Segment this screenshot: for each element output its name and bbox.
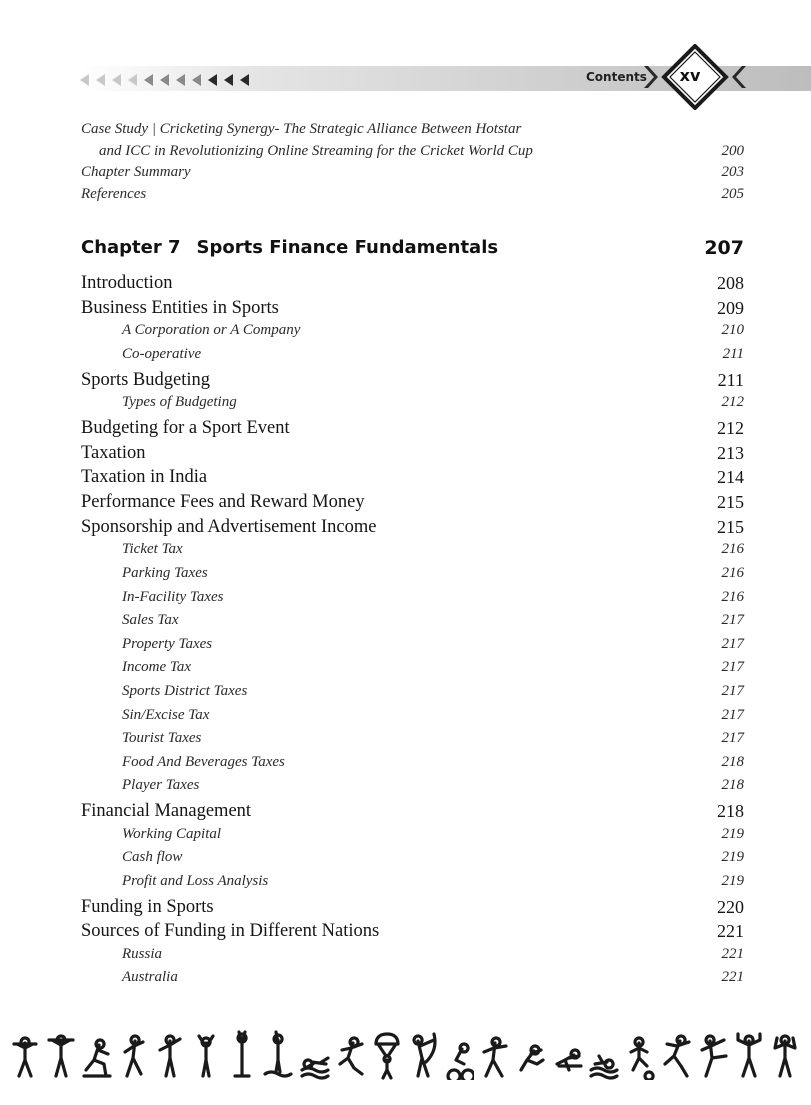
toc-entry-label: Co-operative (122, 346, 202, 362)
page-number: xv (679, 66, 701, 85)
cyclist-icon (444, 1030, 474, 1080)
archer-icon (408, 1030, 438, 1080)
toc-entry-page: 219 (721, 826, 744, 842)
toc-subsection-entry[interactable] (81, 538, 744, 561)
toc-entry-label: Food And Beverages Taxes (122, 754, 285, 770)
toc-entry-page: 220 (717, 897, 744, 917)
toc-entry-page: 217 (721, 707, 744, 723)
sports-pictogram-strip (10, 1024, 800, 1080)
toc-entry-page: 221 (717, 921, 744, 941)
toc-entry-label: Income Tax (122, 659, 192, 675)
toc-entry-page: 211 (717, 370, 744, 390)
chapter-page: 207 (704, 237, 744, 259)
chapter-heading[interactable] (81, 235, 744, 261)
footballer-icon (625, 1030, 655, 1080)
toc-entry-label: Parking Taxes (122, 565, 208, 581)
toc-entry-label: Working Capital (122, 826, 222, 842)
toc-entry-label: Sources of Funding in Different Nations (81, 921, 380, 941)
toc-entry-label: Profit and Loss Analysis (122, 873, 269, 889)
rower-icon (82, 1030, 112, 1080)
toc-entry-case-study-continued[interactable] (81, 140, 744, 162)
toc-entry-page: 208 (717, 273, 744, 293)
left-arrow-icon (160, 74, 169, 86)
toc-entry-page: 217 (721, 636, 744, 652)
toc-entry-label: Taxation (81, 443, 146, 463)
boxer-icon (480, 1030, 510, 1080)
toc-entry-label: References (81, 186, 147, 202)
toc-entry-label: Financial Management (81, 801, 252, 821)
toc-subsection-entry[interactable] (81, 823, 744, 846)
toc-entry-page: 219 (721, 849, 744, 865)
left-arrow-icon (80, 74, 89, 86)
left-arrow-icon (144, 74, 153, 86)
toc-entry-label: Budgeting for a Sport Event (81, 418, 290, 438)
toc-entry-label: Player Taxes (122, 777, 200, 793)
dancer-icon (191, 1030, 221, 1080)
toc-entry-page: 216 (721, 589, 744, 605)
toc-section-entry[interactable] (81, 368, 744, 393)
toc-subsection-entry[interactable] (81, 391, 744, 414)
toc-entry-page: 212 (721, 394, 744, 410)
toc-entry-label: Types of Budgeting (122, 394, 237, 410)
chapter-number: Chapter 7 (81, 237, 181, 258)
toc-entry-page: 221 (721, 969, 744, 985)
toc-entry-label: and ICC in Revolutionizing Online Streaming for the Cricket World Cup (99, 143, 533, 159)
toc-entry-page: 215 (717, 492, 744, 512)
toc-section-entry[interactable] (81, 441, 744, 466)
toc-section-entry[interactable] (81, 895, 744, 920)
toc-subsection-entry[interactable] (81, 774, 744, 797)
toc-entry-case-study[interactable] (81, 118, 744, 140)
weightlifter-icon (10, 1030, 40, 1080)
toc-section-entry[interactable] (81, 799, 744, 824)
toc-entry-label: Sponsorship and Advertisement Income (81, 517, 377, 537)
toc-entry-label: Introduction (81, 273, 173, 293)
toc-entry-label: Ticket Tax (122, 541, 183, 557)
toc-subsection-entry[interactable] (81, 751, 744, 774)
toc-entry-page: 200 (721, 143, 744, 159)
parachutist-icon (372, 1030, 402, 1080)
toc-subsection-entry[interactable] (81, 966, 744, 989)
weightlifter-icon (46, 1030, 76, 1080)
gymnast-icon (227, 1030, 257, 1080)
hurdler-icon (553, 1030, 583, 1080)
toc-entry-page: 217 (721, 612, 744, 628)
toc-section-entry[interactable] (81, 416, 744, 441)
runner-icon (119, 1030, 149, 1080)
dancer-icon (155, 1030, 185, 1080)
toc-entry-page: 209 (717, 298, 744, 318)
toc-subsection-entry[interactable] (81, 727, 744, 750)
toc-entry-label: Cash flow (122, 849, 183, 865)
toc-subsection-entry[interactable] (81, 680, 744, 703)
toc-entry-page: 218 (721, 754, 744, 770)
left-arrow-icon (176, 74, 185, 86)
left-arrow-icon (224, 74, 233, 86)
swimmer-icon (589, 1030, 619, 1080)
chapter-title: Sports Finance Fundamentals (196, 237, 499, 258)
toc-subsection-entry[interactable] (81, 319, 744, 342)
toc-entry-references[interactable] (81, 183, 744, 205)
left-arrow-icon (96, 74, 105, 86)
toc-section-entry[interactable] (81, 919, 744, 944)
toc-subsection-entry[interactable] (81, 562, 744, 585)
toc-subsection-entry[interactable] (81, 633, 744, 656)
chapter-heading-text (81, 235, 498, 261)
bodybuilder-icon (770, 1030, 800, 1080)
toc-subsection-entry[interactable] (81, 704, 744, 727)
toc-entry-page: 218 (717, 801, 744, 821)
toc-section-entry[interactable] (81, 465, 744, 490)
toc-entry-page: 218 (721, 777, 744, 793)
toc-subsection-entry[interactable] (81, 846, 744, 869)
toc-entry-chapter-summary[interactable] (81, 161, 744, 183)
toc-section-entry[interactable] (81, 296, 744, 321)
left-arrow-icon (240, 74, 249, 86)
running-head: Contents (586, 70, 647, 84)
toc-entry-label: Case Study | Cricketing Synergy- The Strategic Alliance Between Hotstar (81, 121, 522, 137)
toc-entry-page: 203 (721, 164, 744, 180)
toc-section-entry[interactable] (81, 271, 744, 296)
toc-subsection-entry[interactable] (81, 943, 744, 966)
toc-entry-page: 215 (717, 517, 744, 537)
toc-entry-label: Tourist Taxes (122, 730, 202, 746)
header-arrow-strip (80, 73, 254, 87)
wrestler-icon (734, 1030, 764, 1080)
toc-entry-page: 205 (721, 186, 744, 202)
toc-subsection-entry[interactable] (81, 656, 744, 679)
toc-entry-label: Sales Tax (122, 612, 179, 628)
left-arrow-icon (128, 74, 137, 86)
left-arrow-icon (192, 74, 201, 86)
left-arrow-icon (208, 74, 217, 86)
toc-entry-page: 211 (722, 346, 744, 362)
toc-entry-label: Sports Budgeting (81, 370, 210, 390)
toc-entry-page: 217 (721, 659, 744, 675)
toc-section-entry[interactable] (81, 490, 744, 515)
toc-entry-label: Performance Fees and Reward Money (81, 492, 365, 512)
skater-icon (517, 1030, 547, 1080)
toc-entry-page: 219 (721, 873, 744, 889)
sprinter-icon (336, 1030, 366, 1080)
swimmer-icon (300, 1030, 330, 1080)
toc-entry-page: 216 (721, 565, 744, 581)
toc-subsection-entry[interactable] (81, 343, 744, 366)
sprinter-icon (661, 1030, 691, 1080)
toc-entry-label: In-Facility Taxes (122, 589, 224, 605)
toc-subsection-entry[interactable] (81, 586, 744, 609)
toc-entry-page: 214 (717, 467, 744, 487)
toc-entry-page: 210 (721, 322, 744, 338)
toc-entry-page: 217 (721, 730, 744, 746)
toc-entry-label: Funding in Sports (81, 897, 214, 917)
toc-entry-label: A Corporation or A Company (122, 322, 301, 338)
diver-icon (263, 1030, 293, 1080)
toc-entry-label: Business Entities in Sports (81, 298, 279, 318)
left-arrow-icon (112, 74, 121, 86)
toc-entry-label: Australia (122, 969, 178, 985)
toc-entry-page: 212 (717, 418, 744, 438)
toc-entry-label: Property Taxes (122, 636, 213, 652)
toc-entry-label: Chapter Summary (81, 164, 191, 180)
toc-subsection-entry[interactable] (81, 609, 744, 632)
toc-entry-label: Sports District Taxes (122, 683, 248, 699)
toc-entry-page: 213 (717, 443, 744, 463)
karate-icon (698, 1030, 728, 1080)
toc-entry-page: 221 (721, 946, 744, 962)
toc-subsection-entry[interactable] (81, 870, 744, 893)
toc-entry-page: 216 (721, 541, 744, 557)
toc-entry-label: Sin/Excise Tax (122, 707, 210, 723)
toc-entry-label: Taxation in India (81, 467, 208, 487)
toc-section-entry[interactable] (81, 515, 744, 540)
toc-entry-page: 217 (721, 683, 744, 699)
toc-entry-label: Russia (122, 946, 163, 962)
